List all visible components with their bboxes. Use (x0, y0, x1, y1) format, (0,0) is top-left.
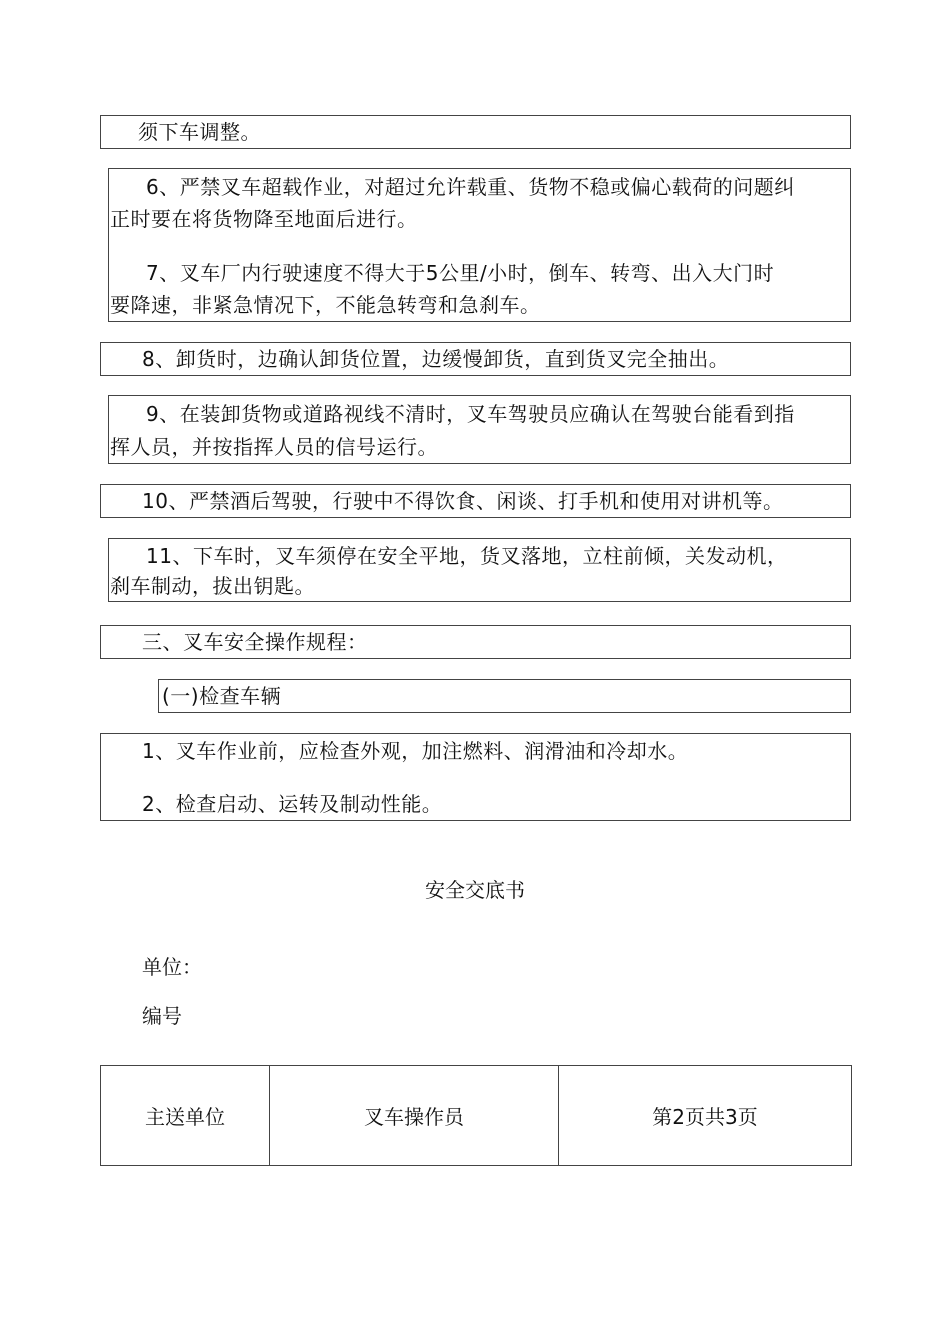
rule-7-line-1: 7、叉车厂内行驶速度不得大于5公里/小时，倒车、转弯、出入大门时 (146, 261, 775, 285)
rule-6-line-1: 6、严禁叉车超载作业，对超过允许载重、货物不稳或偏心载荷的问题纠 (146, 175, 795, 199)
rule-10-text: 10、严禁酒后驾驶，行驶中不得饮食、闲谈、打手机和使用对讲机等。 (142, 489, 784, 513)
unit-label: 单位： (142, 955, 202, 979)
rule-11-line-2: 刹车制动，拔出钥匙。 (110, 574, 315, 598)
subsection-1-heading: (一)检查车辆 (162, 684, 282, 708)
form-title: 安全交底书 (425, 878, 525, 902)
rule-6-line-2: 正时要在将货物降至地面后进行。 (110, 207, 418, 231)
rule-8-text: 8、卸货时，边确认卸货位置，边缓慢卸货，直到货叉完全抽出。 (142, 347, 730, 371)
rule-9-line-1: 9、在装卸货物或道路视线不清时，叉车驾驶员应确认在驾驶台能看到指 (146, 402, 795, 426)
recipient-unit-label: 主送单位 (101, 1066, 270, 1166)
continued-text: 须下车调整。 (138, 120, 261, 144)
footer-table (100, 1065, 852, 1166)
recipient-unit-value: 叉车操作员 (270, 1066, 559, 1166)
table-row (101, 1066, 852, 1166)
section-3-heading: 三、叉车安全操作规程： (142, 630, 368, 654)
page-number: 第2页共3页 (559, 1066, 852, 1166)
rule-11-line-1: 11、下车时，叉车须停在安全平地，货叉落地，立柱前倾，关发动机， (146, 544, 788, 568)
check-item-1: 1、叉车作业前，应检查外观，加注燃料、润滑油和冷却水。 (142, 739, 689, 763)
number-label: 编号 (142, 1004, 182, 1028)
rule-9-line-2: 挥人员，并按指挥人员的信号运行。 (110, 435, 438, 459)
check-item-2: 2、检查启动、运转及制动性能。 (142, 792, 443, 816)
rule-7-line-2: 要降速，非紧急情况下，不能急转弯和急刹车。 (110, 293, 541, 317)
